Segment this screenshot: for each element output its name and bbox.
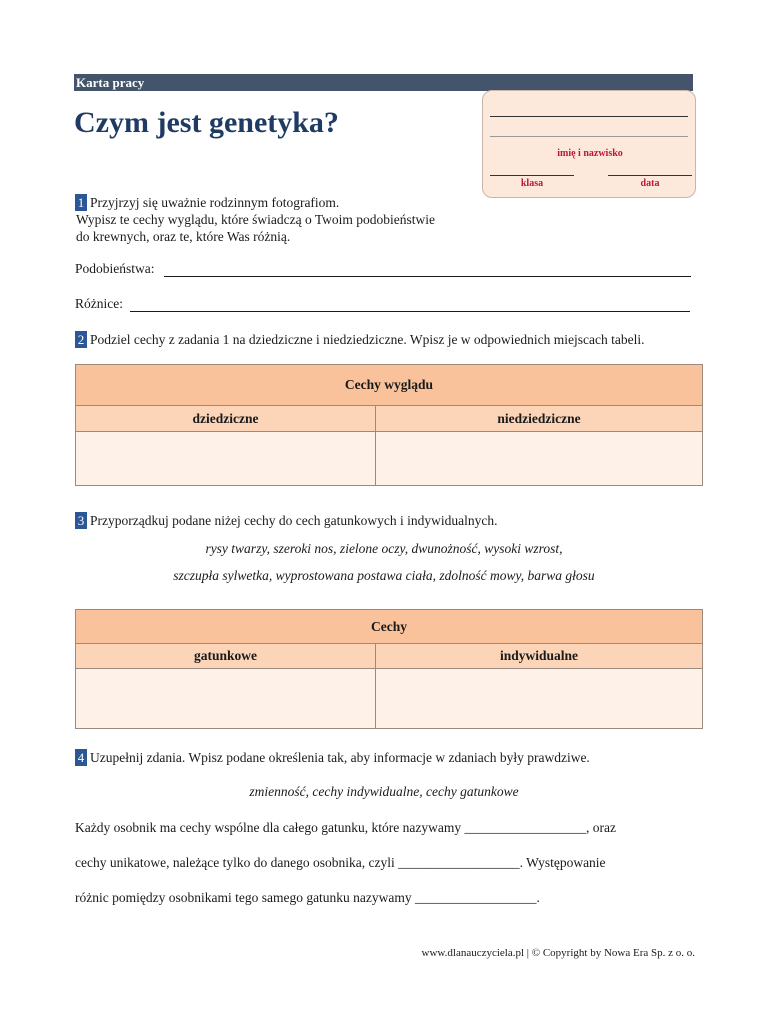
col-nonhereditary: niedziedziczne	[376, 406, 703, 432]
name-line[interactable]	[490, 116, 688, 117]
col-individual: indywidualne	[376, 644, 703, 669]
task4-sentence-1[interactable]: Każdy osobnik ma cechy wspólne dla całego gatunku, które nazywamy __________________, oraz	[75, 820, 616, 835]
task2-number: 2	[75, 331, 87, 348]
task4-sentence-2[interactable]: cechy unikatowe, należące tylko do danego osobnika, czyli __________________. Występowanie	[75, 855, 606, 870]
col-species: gatunkowe	[76, 644, 376, 669]
task3-number: 3	[75, 512, 87, 529]
name-line-2[interactable]	[490, 136, 688, 137]
traits-table-title: Cechy	[76, 610, 703, 644]
similarities-line[interactable]	[164, 276, 691, 277]
task1-number: 1	[75, 194, 87, 211]
task2-text: Podziel cechy z zadania 1 na dziedziczne i niedziedziczne. Wpisz je w odpowiednich miejscach tabeli.	[90, 332, 645, 347]
task1-line2: Wypisz te cechy wyglądu, które świadczą o Twoim podobieństwie	[76, 212, 436, 227]
task1-line3: do krewnych, oraz te, które Was różnią.	[76, 229, 291, 244]
task4-sentence-3[interactable]: różnic pomiędzy osobnikami tego samego gatunku nazywamy __________________.	[75, 890, 540, 905]
class-label: klasa	[520, 178, 544, 189]
task1-text: Przyjrzyj się uważnie rodzinnym fotografiom.	[90, 195, 340, 210]
task3-instruction	[75, 512, 498, 529]
task3-words-1: rysy twarzy, szeroki nos, zielone oczy, dwunożność, wysoki wzrost,	[205, 541, 563, 556]
student-info-box	[482, 90, 696, 198]
date-label: data	[640, 178, 660, 189]
cell-hereditary[interactable]	[76, 432, 376, 486]
task3-words-2: szczupła sylwetka, wyprostowana postawa ciała, zdolność mowy, barwa głosu	[173, 568, 595, 583]
date-line[interactable]	[608, 175, 692, 176]
cell-species[interactable]	[76, 669, 376, 729]
copyright-footer: www.dlanauczyciela.pl | © Copyright by Nowa Era Sp. z o. o.	[421, 947, 695, 959]
task3-text: Przyporządkuj podane niżej cechy do cech gatunkowych i indywidualnych.	[90, 513, 498, 528]
task4-instruction	[75, 749, 590, 766]
task4-text: Uzupełnij zdania. Wpisz podane określenia tak, aby informacje w zdaniach były prawdziwe.	[90, 750, 590, 765]
task4-words: zmienność, cechy indywidualne, cechy gatunkowe	[249, 784, 519, 799]
page-title: Czym jest genetyka?	[74, 106, 339, 139]
differences-line[interactable]	[130, 311, 690, 312]
task1-line1	[75, 194, 339, 211]
differences-label: Różnice:	[75, 296, 123, 311]
appearance-table	[75, 364, 703, 486]
class-line[interactable]	[490, 175, 574, 176]
task2-instruction	[75, 331, 645, 348]
name-label: imię i nazwisko	[557, 148, 623, 159]
header-label: Karta pracy	[76, 75, 145, 90]
col-hereditary: dziedziczne	[76, 406, 376, 432]
similarities-label: Podobieństwa:	[75, 261, 155, 276]
cell-individual[interactable]	[376, 669, 703, 729]
cell-nonhereditary[interactable]	[376, 432, 703, 486]
task4-number: 4	[75, 749, 87, 766]
header-bar	[74, 74, 693, 91]
appearance-table-title: Cechy wyglądu	[76, 365, 703, 406]
traits-table	[75, 609, 703, 729]
